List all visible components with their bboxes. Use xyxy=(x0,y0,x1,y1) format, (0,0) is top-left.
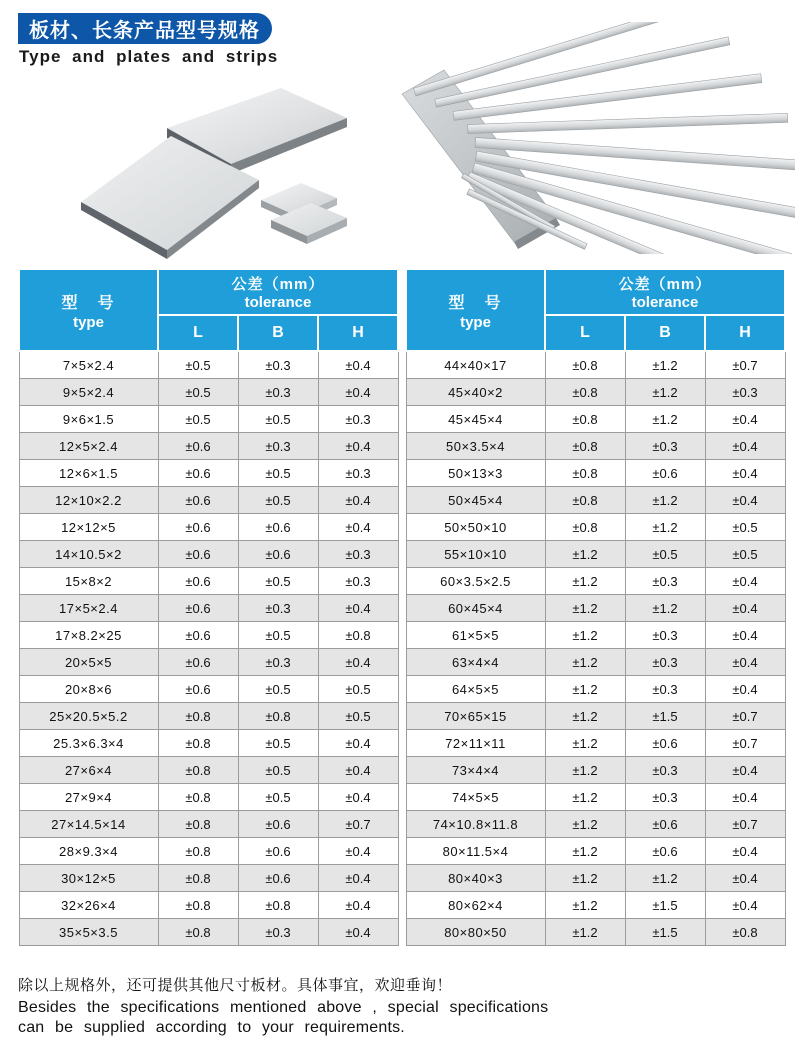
tolerance-cell-b: ±0.6 xyxy=(625,811,705,838)
tolerance-cell-h: ±0.4 xyxy=(705,865,785,892)
spec-table-left xyxy=(18,268,399,946)
table-row xyxy=(406,460,785,487)
tolerance-cell-l: ±0.6 xyxy=(158,568,238,595)
type-cell: 35×5×3.5 xyxy=(19,919,158,946)
tolerance-cell-b: ±0.5 xyxy=(625,541,705,568)
tolerance-cell-h: ±0.3 xyxy=(318,460,398,487)
tolerance-cell-b: ±0.5 xyxy=(238,784,318,811)
tolerance-cell-b: ±1.5 xyxy=(625,892,705,919)
tolerance-cell-b: ±0.6 xyxy=(238,541,318,568)
type-cell: 7×5×2.4 xyxy=(19,351,158,379)
tolerance-cell-l: ±1.2 xyxy=(545,919,625,946)
type-cell: 60×3.5×2.5 xyxy=(406,568,545,595)
tolerance-cell-h: ±0.4 xyxy=(705,784,785,811)
tolerance-cell-h: ±0.4 xyxy=(318,730,398,757)
tolerance-cell-h: ±0.5 xyxy=(318,703,398,730)
table-row xyxy=(19,730,398,757)
tolerance-header-cn: 公差（mm） xyxy=(618,276,712,293)
tolerance-cell-b: ±0.6 xyxy=(238,838,318,865)
tolerance-cell-b: ±0.3 xyxy=(238,433,318,460)
table-row xyxy=(406,892,785,919)
tolerance-cell-l: ±0.8 xyxy=(158,811,238,838)
type-cell: 27×9×4 xyxy=(19,784,158,811)
tolerance-cell-l: ±0.8 xyxy=(158,703,238,730)
type-cell: 45×40×2 xyxy=(406,379,545,406)
tolerance-cell-b: ±1.2 xyxy=(625,351,705,379)
tolerance-cell-b: ±1.2 xyxy=(625,865,705,892)
tolerance-cell-l: ±0.6 xyxy=(158,433,238,460)
tolerance-cell-b: ±0.3 xyxy=(625,433,705,460)
footer-note xyxy=(18,974,788,1039)
type-cell: 27×6×4 xyxy=(19,757,158,784)
tolerance-cell-h: ±0.4 xyxy=(318,487,398,514)
tolerance-cell-l: ±1.2 xyxy=(545,703,625,730)
table-row xyxy=(406,595,785,622)
tolerance-cell-l: ±1.2 xyxy=(545,892,625,919)
tolerance-cell-l: ±1.2 xyxy=(545,595,625,622)
col-header-L: L xyxy=(158,315,238,351)
plates-image xyxy=(55,80,385,265)
type-cell: 50×13×3 xyxy=(406,460,545,487)
table-row xyxy=(406,811,785,838)
tolerance-header-en: tolerance xyxy=(244,294,312,311)
tolerance-cell-b: ±1.2 xyxy=(625,379,705,406)
type-cell: 9×5×2.4 xyxy=(19,379,158,406)
col-header-H: H xyxy=(705,315,785,351)
type-cell: 15×8×2 xyxy=(19,568,158,595)
type-cell: 80×80×50 xyxy=(406,919,545,946)
table-row xyxy=(19,379,398,406)
type-column-header xyxy=(19,269,158,351)
tolerance-cell-l: ±1.2 xyxy=(545,811,625,838)
type-cell: 74×10.8×11.8 xyxy=(406,811,545,838)
table-row xyxy=(19,568,398,595)
tolerance-cell-h: ±0.4 xyxy=(318,514,398,541)
footer-note-en-line1: Besides the specifications mentioned above , special specifications xyxy=(18,999,549,1016)
tolerance-header-cn: 公差（mm） xyxy=(231,276,325,293)
tolerance-cell-h: ±0.3 xyxy=(318,568,398,595)
tolerance-cell-h: ±0.4 xyxy=(318,757,398,784)
table-row xyxy=(406,757,785,784)
type-cell: 64×5×5 xyxy=(406,676,545,703)
tolerance-cell-l: ±0.8 xyxy=(545,379,625,406)
tolerance-cell-l: ±0.8 xyxy=(545,514,625,541)
tolerance-cell-b: ±0.5 xyxy=(238,487,318,514)
spec-tables xyxy=(18,268,782,946)
tolerance-column-header xyxy=(158,269,398,315)
tolerance-cell-l: ±1.2 xyxy=(545,865,625,892)
tolerance-cell-h: ±0.7 xyxy=(705,730,785,757)
tolerance-cell-l: ±0.6 xyxy=(158,595,238,622)
table-row xyxy=(19,514,398,541)
tolerance-cell-l: ±0.8 xyxy=(545,487,625,514)
tolerance-cell-l: ±0.8 xyxy=(545,433,625,460)
tolerance-cell-l: ±0.8 xyxy=(158,730,238,757)
table-row xyxy=(406,838,785,865)
tolerance-cell-b: ±0.3 xyxy=(625,568,705,595)
tolerance-cell-h: ±0.4 xyxy=(705,433,785,460)
tolerance-cell-h: ±0.7 xyxy=(318,811,398,838)
spec-table-right-body xyxy=(406,351,785,946)
tolerance-cell-b: ±0.5 xyxy=(238,757,318,784)
table-row xyxy=(406,865,785,892)
tolerance-cell-b: ±0.3 xyxy=(625,649,705,676)
tolerance-cell-b: ±0.3 xyxy=(238,351,318,379)
tolerance-cell-h: ±0.7 xyxy=(705,351,785,379)
type-cell: 17×5×2.4 xyxy=(19,595,158,622)
tolerance-cell-l: ±0.5 xyxy=(158,351,238,379)
type-cell: 63×4×4 xyxy=(406,649,545,676)
tolerance-cell-l: ±0.8 xyxy=(545,406,625,433)
tolerance-cell-l: ±0.6 xyxy=(158,541,238,568)
tolerance-cell-l: ±0.8 xyxy=(158,919,238,946)
table-row xyxy=(406,487,785,514)
table-row xyxy=(19,351,398,379)
tolerance-cell-b: ±0.3 xyxy=(625,622,705,649)
col-header-B: B xyxy=(625,315,705,351)
footer-note-cn: 除以上规格外，还可提供其他尺寸板材。具体事宜，欢迎垂询！ xyxy=(18,977,453,994)
tolerance-cell-b: ±0.6 xyxy=(238,865,318,892)
type-cell: 70×65×15 xyxy=(406,703,545,730)
tolerance-cell-h: ±0.4 xyxy=(705,892,785,919)
type-cell: 20×5×5 xyxy=(19,649,158,676)
footer-note-en-line2: can be supplied according to your requirements. xyxy=(18,1019,405,1037)
table-row xyxy=(406,730,785,757)
tolerance-cell-b: ±1.2 xyxy=(625,487,705,514)
tolerance-cell-b: ±1.2 xyxy=(625,514,705,541)
tolerance-cell-b: ±0.6 xyxy=(625,838,705,865)
tolerance-column-header xyxy=(545,269,785,315)
table-row xyxy=(19,892,398,919)
table-row xyxy=(406,784,785,811)
tolerance-cell-l: ±1.2 xyxy=(545,784,625,811)
tolerance-cell-h: ±0.4 xyxy=(705,622,785,649)
tolerance-cell-h: ±0.4 xyxy=(318,433,398,460)
table-row xyxy=(406,568,785,595)
type-cell: 12×5×2.4 xyxy=(19,433,158,460)
type-cell: 80×40×3 xyxy=(406,865,545,892)
tolerance-cell-h: ±0.4 xyxy=(318,595,398,622)
col-header-H: H xyxy=(318,315,398,351)
type-cell: 20×8×6 xyxy=(19,676,158,703)
tolerance-cell-l: ±0.8 xyxy=(158,784,238,811)
spec-table-left-body xyxy=(19,351,398,946)
tolerance-cell-h: ±0.4 xyxy=(705,487,785,514)
tolerance-cell-l: ±0.8 xyxy=(158,838,238,865)
type-cell: 60×45×4 xyxy=(406,595,545,622)
table-row xyxy=(19,703,398,730)
tolerance-cell-h: ±0.5 xyxy=(705,541,785,568)
tolerance-cell-b: ±0.5 xyxy=(238,568,318,595)
tolerance-cell-b: ±0.5 xyxy=(238,460,318,487)
tolerance-cell-h: ±0.4 xyxy=(705,649,785,676)
tolerance-cell-h: ±0.4 xyxy=(318,892,398,919)
type-column-header xyxy=(406,269,545,351)
table-row xyxy=(406,406,785,433)
table-row xyxy=(19,865,398,892)
type-cell: 14×10.5×2 xyxy=(19,541,158,568)
tolerance-cell-l: ±1.2 xyxy=(545,568,625,595)
table-row xyxy=(19,541,398,568)
tolerance-cell-l: ±1.2 xyxy=(545,757,625,784)
tolerance-cell-h: ±0.4 xyxy=(318,838,398,865)
tolerance-cell-l: ±0.6 xyxy=(158,514,238,541)
spec-table-right xyxy=(405,268,786,946)
table-row xyxy=(19,595,398,622)
tolerance-cell-b: ±0.8 xyxy=(238,892,318,919)
tolerance-cell-h: ±0.4 xyxy=(318,784,398,811)
table-row xyxy=(406,622,785,649)
type-cell: 25×20.5×5.2 xyxy=(19,703,158,730)
tolerance-cell-l: ±0.8 xyxy=(158,865,238,892)
tolerance-cell-b: ±0.5 xyxy=(238,622,318,649)
type-cell: 27×14.5×14 xyxy=(19,811,158,838)
tolerance-cell-h: ±0.3 xyxy=(705,379,785,406)
tolerance-cell-h: ±0.4 xyxy=(705,406,785,433)
tolerance-header-en: tolerance xyxy=(631,294,699,311)
tolerance-cell-h: ±0.5 xyxy=(705,514,785,541)
tolerance-cell-l: ±0.6 xyxy=(158,676,238,703)
tolerance-cell-b: ±0.3 xyxy=(238,595,318,622)
tolerance-cell-l: ±0.6 xyxy=(158,649,238,676)
type-cell: 44×40×17 xyxy=(406,351,545,379)
type-cell: 12×12×5 xyxy=(19,514,158,541)
tolerance-cell-b: ±0.6 xyxy=(625,460,705,487)
tolerance-cell-l: ±1.2 xyxy=(545,541,625,568)
table-row xyxy=(19,649,398,676)
tolerance-cell-h: ±0.4 xyxy=(705,757,785,784)
tolerance-cell-b: ±0.3 xyxy=(625,676,705,703)
tolerance-cell-b: ±0.8 xyxy=(238,703,318,730)
tolerance-cell-h: ±0.4 xyxy=(318,919,398,946)
table-row xyxy=(19,406,398,433)
tolerance-cell-b: ±0.3 xyxy=(238,379,318,406)
table-row xyxy=(406,919,785,946)
tolerance-cell-b: ±0.3 xyxy=(625,784,705,811)
type-cell: 32×26×4 xyxy=(19,892,158,919)
tolerance-cell-b: ±0.5 xyxy=(238,730,318,757)
tolerance-cell-b: ±0.5 xyxy=(238,676,318,703)
tolerance-cell-h: ±0.4 xyxy=(705,460,785,487)
tolerance-cell-h: ±0.3 xyxy=(318,541,398,568)
table-row xyxy=(19,676,398,703)
type-cell: 72×11×11 xyxy=(406,730,545,757)
type-cell: 25.3×6.3×4 xyxy=(19,730,158,757)
table-row xyxy=(406,703,785,730)
type-cell: 50×3.5×4 xyxy=(406,433,545,460)
tolerance-cell-b: ±1.5 xyxy=(625,919,705,946)
tolerance-cell-b: ±0.6 xyxy=(238,514,318,541)
type-cell: 73×4×4 xyxy=(406,757,545,784)
tolerance-cell-h: ±0.8 xyxy=(705,919,785,946)
strips-image xyxy=(388,22,795,254)
type-header-cn: 型 号 xyxy=(61,294,116,312)
tolerance-cell-h: ±0.7 xyxy=(705,703,785,730)
tolerance-cell-h: ±0.3 xyxy=(318,406,398,433)
tolerance-cell-h: ±0.4 xyxy=(318,379,398,406)
tolerance-cell-l: ±0.8 xyxy=(158,757,238,784)
tolerance-cell-l: ±0.6 xyxy=(158,622,238,649)
col-header-L: L xyxy=(545,315,625,351)
type-header-en: type xyxy=(73,313,104,331)
page-subtitle: Type and plates and strips xyxy=(19,47,279,66)
tolerance-cell-l: ±1.2 xyxy=(545,838,625,865)
table-row xyxy=(406,379,785,406)
tolerance-cell-h: ±0.8 xyxy=(318,622,398,649)
type-cell: 50×50×10 xyxy=(406,514,545,541)
tolerance-cell-b: ±0.6 xyxy=(625,730,705,757)
table-row xyxy=(406,676,785,703)
tolerance-cell-h: ±0.4 xyxy=(705,838,785,865)
tolerance-cell-h: ±0.4 xyxy=(705,568,785,595)
tolerance-cell-b: ±0.3 xyxy=(238,649,318,676)
tolerance-cell-h: ±0.4 xyxy=(705,595,785,622)
tolerance-cell-b: ±0.3 xyxy=(625,757,705,784)
type-cell: 45×45×4 xyxy=(406,406,545,433)
type-cell: 12×6×1.5 xyxy=(19,460,158,487)
tolerance-cell-l: ±0.8 xyxy=(545,460,625,487)
tolerance-cell-b: ±0.3 xyxy=(238,919,318,946)
tolerance-cell-h: ±0.7 xyxy=(705,811,785,838)
table-row xyxy=(19,757,398,784)
table-row xyxy=(19,622,398,649)
table-row xyxy=(406,541,785,568)
type-cell: 80×62×4 xyxy=(406,892,545,919)
type-cell: 61×5×5 xyxy=(406,622,545,649)
tolerance-cell-l: ±1.2 xyxy=(545,622,625,649)
tolerance-cell-h: ±0.4 xyxy=(318,649,398,676)
tolerance-cell-l: ±0.8 xyxy=(158,892,238,919)
tolerance-cell-l: ±0.6 xyxy=(158,460,238,487)
table-row xyxy=(19,433,398,460)
type-cell: 55×10×10 xyxy=(406,541,545,568)
tolerance-cell-b: ±1.2 xyxy=(625,406,705,433)
page-title: 板材、长条产品型号规格 xyxy=(29,20,260,42)
tolerance-cell-h: ±0.4 xyxy=(318,865,398,892)
type-header-en: type xyxy=(460,313,491,331)
table-row xyxy=(19,838,398,865)
tolerance-cell-b: ±0.6 xyxy=(238,811,318,838)
tolerance-cell-l: ±1.2 xyxy=(545,649,625,676)
tolerance-cell-h: ±0.4 xyxy=(318,351,398,379)
tolerance-cell-b: ±1.2 xyxy=(625,595,705,622)
table-row xyxy=(406,433,785,460)
tolerance-cell-b: ±0.5 xyxy=(238,406,318,433)
type-cell: 9×6×1.5 xyxy=(19,406,158,433)
plate-small-squares xyxy=(261,183,347,244)
table-row xyxy=(406,351,785,379)
tolerance-cell-l: ±0.5 xyxy=(158,406,238,433)
tolerance-cell-h: ±0.5 xyxy=(318,676,398,703)
table-row xyxy=(19,919,398,946)
tolerance-cell-h: ±0.4 xyxy=(705,676,785,703)
page-title-banner xyxy=(18,13,272,44)
tolerance-cell-l: ±1.2 xyxy=(545,676,625,703)
table-row xyxy=(19,784,398,811)
table-row xyxy=(406,514,785,541)
type-header-cn: 型 号 xyxy=(448,294,503,312)
type-cell: 17×8.2×25 xyxy=(19,622,158,649)
type-cell: 30×12×5 xyxy=(19,865,158,892)
col-header-B: B xyxy=(238,315,318,351)
tolerance-cell-l: ±0.8 xyxy=(545,351,625,379)
tolerance-cell-b: ±1.5 xyxy=(625,703,705,730)
tolerance-cell-l: ±1.2 xyxy=(545,730,625,757)
type-cell: 80×11.5×4 xyxy=(406,838,545,865)
type-cell: 74×5×5 xyxy=(406,784,545,811)
tolerance-cell-l: ±0.6 xyxy=(158,487,238,514)
type-cell: 28×9.3×4 xyxy=(19,838,158,865)
table-row xyxy=(19,811,398,838)
tolerance-cell-l: ±0.5 xyxy=(158,379,238,406)
type-cell: 12×10×2.2 xyxy=(19,487,158,514)
table-row xyxy=(19,487,398,514)
table-row xyxy=(19,460,398,487)
type-cell: 50×45×4 xyxy=(406,487,545,514)
table-row xyxy=(406,649,785,676)
